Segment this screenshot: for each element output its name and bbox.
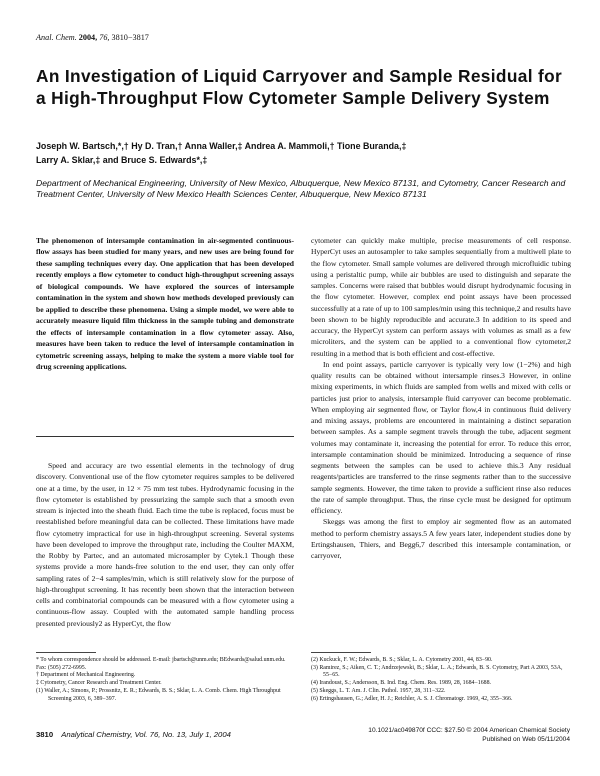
page-footer-left xyxy=(36,730,231,739)
journal-name: Anal. Chem. xyxy=(36,33,77,42)
reference-item: (4) Irandoust, S.; Andersson, B. Ind. Eng. Chem. Res. 1989, 28, 1684−1688. xyxy=(311,680,492,687)
affiliation: Department of Mechanical Engineering, University of New Mexico, Albuquerque, New Mexico 87131, and Cytometry, Cancer Research and Treatment Center, University of New Mexico Health Sciences Center, Albuquerque, New Mexico 87131 xyxy=(36,178,566,200)
abstract: The phenomenon of intersample contamination in air-segmented continuous-flow assays has been studied for many years, and new uses are being found for these sampling techniques every day. One application that has been developed recently employs a flow cytometer to conduct high-throughput screening assays of biological compounds. We have explored the sources of intersample contamination in the system and shown how methods developed previously can be applied to describe these phenomena. Using a simple model, we were able to accurately measure liquid film thickness in the sample tubing and demonstrate the effects of intersample contamination in a flow cytometer assay. Also, measures have been taken to reduce the level of intersample contamination in cytometric screening assays, helping to make the system a more viable tool for drug screening applications. xyxy=(36,236,294,371)
footnote-affiliation-dagger: † Department of Mechanical Engineering. xyxy=(36,672,136,679)
journal-volume: 76, xyxy=(99,33,110,42)
body-paragraph: Skeggs was among the first to employ air segmented flow as an automated method to perform chemistry assays.5 A few years later, independent studies done by Ertingshausen, Thiers, and Begg6,7 described this intersample contamination, or carryover, xyxy=(311,517,571,560)
journal-pages: 3810−3817 xyxy=(111,33,149,42)
reference-item: (6) Ertingshausen, G.; Adler, H. J.; Reichler, A. S. J. Chromatogr. 1969, 42, 355−366. xyxy=(311,695,513,702)
reference-item: (1) Waller, A.; Simons, P.; Prossnitz, E. R.; Edwards, B. S.; Sklar, L. A. Comb. Chem. High Throughput Screening 2003, 6, 389−397. xyxy=(36,687,281,702)
body-paragraph: In end point assays, particle carryover is typically very low (1−2%) and high quality results can be obtained without intersample rinses.3 However, in online mixing experiments, in which fluids are sampled from wells and mixed with cells or particles just prior to analysis, intersample fluid carryover can become problematic. When employing air segmented flow, or Taylor flow,4 in continuous fluid delivery and mixing assays, problems are encountered in maintaining a distinct separation between samples. As a sample segment travels through the tube, adjacent segment volumes may contaminate it, increasing the potential for error. To reduce this error, intersample contamination should be minimized. Introducing a sequence of rinse segments between the samples can be used to achieve this.3 Any residual reagents/particles are transferred to the rinse segments rather than to the successive sample segments. However, the time taken to provide a sufficient rinse also reduces the rate of sample throughput. Thus, the rinse cycle must be designed for optimum efficiency. xyxy=(311,359,571,515)
journal-citation: Analytical Chemistry, Vol. 76, No. 13, July 1, 2004 xyxy=(61,730,231,739)
body-paragraph-intro: Speed and accuracy are two essential elements in the technology of drug discovery. Conventional use of the flow cytometer requires samples to be delivered one at a time, by the user, in 12 × 75 mm test tubes. Hydrodynamic focusing in the flow cytometer is established by pressurizing the sample such that a smooth even stream is injected into the sheath fluid. Each time the tube is replaced, focus must be reestablished before meaningful data can be collected. These limitations have made flow cytometry impractical for use in high-throughput screening. Several systems have been developed to improve the throughput rate, including the Coulter MAXM, the Robby by Partec, and an automated microsampler by Cytek.1 Though these systems provide a more hands-free solution to the end user, they can only offer sampling rates of 2−4 samples/min, which is still relatively slow for the purpose of high-throughput screening. It has recently been shown that the interaction between cells and combinatorial compounds can be measured with a flow cytometer using a continuous-flow assay. Coupled with the automated sample handling process presented previously2 as HyperCyt, the flow xyxy=(36,461,294,628)
footnote-correspondence: * To whom correspondence should be addressed. E-mail: jbartsch@unm.edu; BEdwards@salud.unm.edu. Fax: (505) 272-6995. xyxy=(36,657,286,671)
journal-year: 2004, xyxy=(78,33,98,42)
author-line-2: Larry A. Sklar,‡ and Bruce S. Edwards*,‡ xyxy=(36,155,208,165)
page-number: 3810 xyxy=(36,730,54,739)
reference-item: (2) Kuckuck, F. W.; Edwards, B. S.; Sklar, L. A. Cytometry 2001, 44, 83−90. xyxy=(311,657,493,663)
footnotes-left xyxy=(36,657,294,703)
publication-date: Published on Web 05/11/2004 xyxy=(482,735,570,743)
left-column-abstract xyxy=(36,235,294,372)
journal-header xyxy=(36,33,149,42)
doi-copyright: 10.1021/ac049870f CCC: $27.50 © 2004 American Chemical Society xyxy=(368,727,570,734)
footnote-divider-left xyxy=(36,652,96,653)
page-footer-right xyxy=(368,727,570,744)
reference-item: (5) Skeggs, L. T. Am. J. Clin. Pathol. 1957, 28, 311−322. xyxy=(311,687,446,694)
body-paragraph: cytometer can quickly make multiple, precise measurements of cell response. HyperCyt uses an autosampler to take samples sequentially from a multiwell plate to the flow cytometer. Small sample volumes are delivered through microfluidic tubing using a peristaltic pump, while air bubbles are used to distinguish and separate the samples. Concerns were raised that bubbles would disrupt hydrodynamic focusing in the flow cytometer. However, complex end point assays have been processed successfully at a rate of up to 100 samples/min using this technique,2 and results have been shown to be highly reproducible and accurate.3 In addition to its speed and accuracy, the HyperCyt system can perform assays with volumes as small as a few microliters, and the system can be applied to a conventional flow cytometer,2 resulting in a method that is both efficient and cost-effective. xyxy=(311,236,571,358)
article-title: An Investigation of Liquid Carryover and Sample Residual for a High-Throughput Flow Cytometer Sample Delivery System xyxy=(36,66,563,108)
right-column-body xyxy=(311,235,571,561)
footnote-divider-right xyxy=(311,652,371,653)
reference-item: (3) Ramirez, S.; Aiken, C. T.; Andrzejewski, B.; Sklar, L. A.; Edwards, B. S. Cytometry, Part A 2003, 53A, 55−65. xyxy=(311,664,563,679)
footnote-affiliation-double-dagger: ‡ Cytometry, Cancer Research and Treatment Center. xyxy=(36,680,162,687)
references-right xyxy=(311,657,571,703)
author-list xyxy=(36,139,576,167)
abstract-divider xyxy=(36,436,294,437)
author-line-1: Joseph W. Bartsch,*,† Hy D. Tran,† Anna Waller,‡ Andrea A. Mammoli,† Tione Buranda,‡ xyxy=(36,141,407,151)
left-column-body xyxy=(36,460,294,629)
